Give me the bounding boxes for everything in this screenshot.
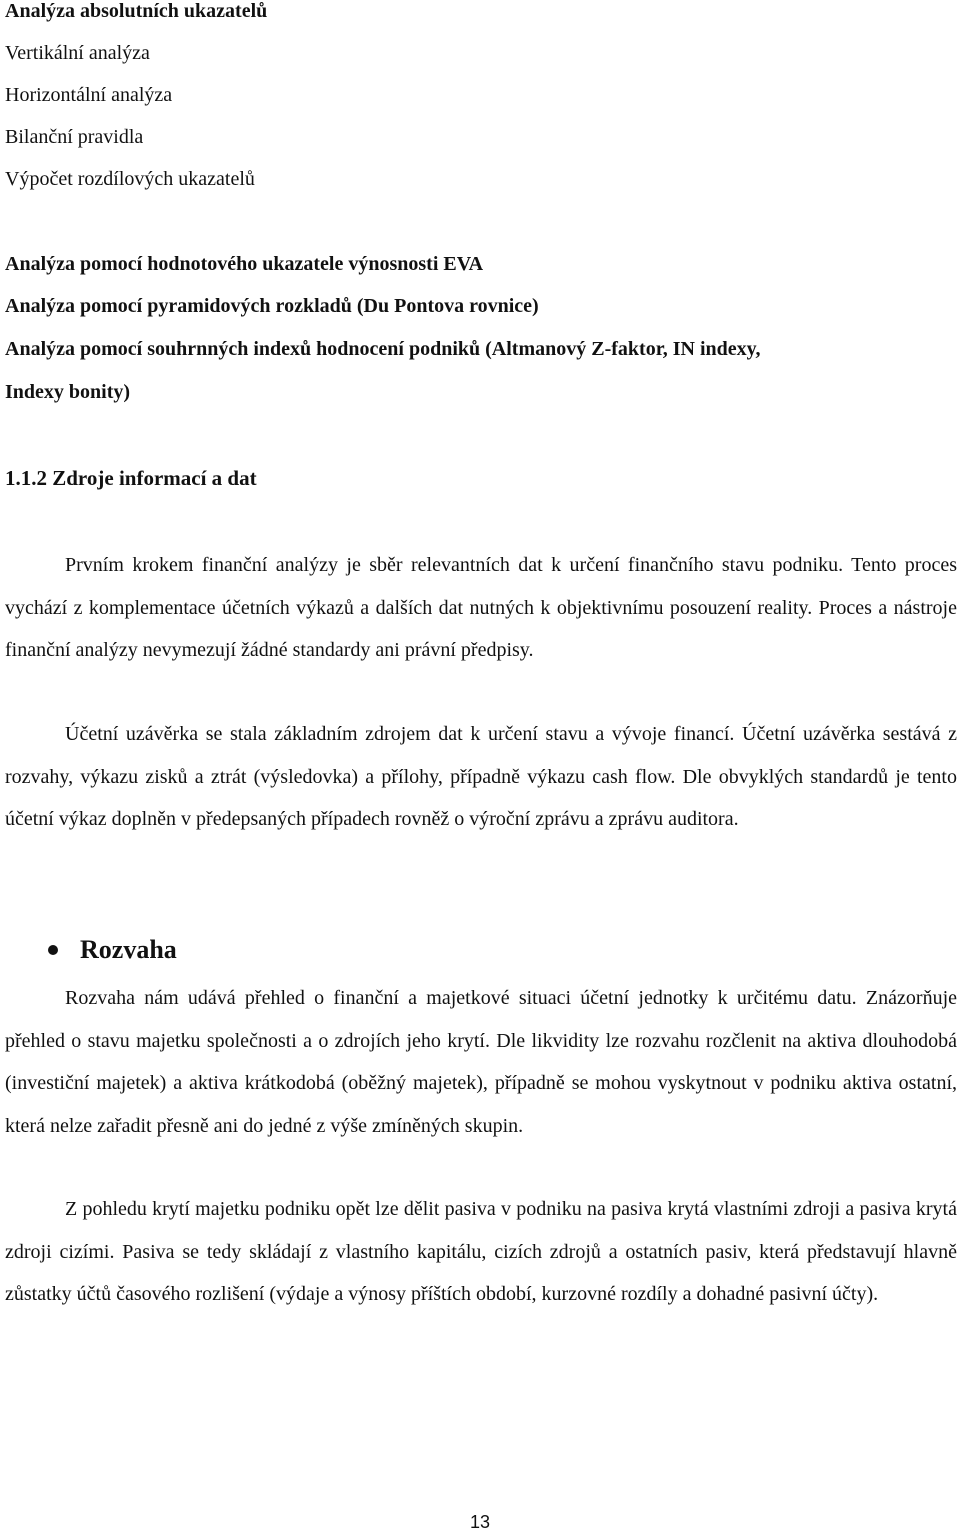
list-item-horizontal-analysis: Horizontální analýza xyxy=(5,84,173,106)
list-item-du-pont: Analýza pomocí pyramidových rozkladů (Du Pontova rovnice) xyxy=(5,295,539,317)
bullet-icon xyxy=(48,945,58,955)
list-item-differential-indicators: Výpočet rozdílových ukazatelů xyxy=(5,168,255,190)
paragraph-financial-statements: Účetní uzávěrka se stala základním zdrojem dat k určení stavu a vývoje financí. Účetní uzávěrka sestává z rozvahy, výkazu zisků a ztrát (výsledovka) a přílohy, případně výkazu cash flow. Dle obvyklých standardů je tento účetní výkaz doplněn v předepsaných případech rovněž o výroční zprávu a zprávu auditora. xyxy=(5,723,957,830)
list-item-absolute-indicators: Analýza absolutních ukazatelů xyxy=(5,0,268,22)
rozvaha-bullet-item xyxy=(48,935,177,965)
list-item-balance-rules: Bilanční pravidla xyxy=(5,126,144,148)
paragraph-data-collection: Prvním krokem finanční analýzy je sběr relevantních dat k určení finančního stavu podniku. Tento proces vychází z komplementace účetních výkazů a dalších dat nutných k objektivnímu posouzení reality. Proces a nástroje finanční analýzy nevymezují žádné standardy ani právní předpisy. xyxy=(5,554,957,661)
list-item-eva: Analýza pomocí hodnotového ukazatele výnosnosti EVA xyxy=(5,253,484,275)
rozvaha-heading: Rozvaha xyxy=(80,935,177,964)
list-item-summary-indexes: Analýza pomocí souhrnných indexů hodnocení podniků (Altmanový Z-faktor, IN indexy, xyxy=(5,338,761,360)
section-heading: 1.1.2 Zdroje informací a dat xyxy=(5,466,257,490)
paragraph-rozvaha-liabilities: Z pohledu krytí majetku podniku opět lze dělit pasiva v podniku na pasiva krytá vlastními zdroji a pasiva krytá zdroji cizími. Pasiva se tedy skládají z vlastního kapitálu, cizích zdrojů a ostatních pasiv, která představují hlavně zůstatky účtů časového rozlišení (výdaje a výnosy příštích období, kurzovné rozdíly a dohadné pasivní účty). xyxy=(5,1198,957,1305)
page-number: 13 xyxy=(469,1512,491,1532)
list-item-vertical-analysis: Vertikální analýza xyxy=(5,42,150,64)
paragraph-rozvaha-overview: Rozvaha nám udává přehled o finanční a majetkové situaci účetní jednotky k určitému datu. Znázorňuje přehled o stavu majetku společnosti a o zdrojích jeho krytí. Dle likvidity lze rozvahu rozčlenit na aktiva dlouhodobá (investiční majetek) a aktiva krátkodobá (oběžný majetek), případně se mohou vyskytnout v podniku aktiva ostatní, která nelze zařadit přesně ani do jedné z výše zmíněných skupin. xyxy=(5,987,957,1137)
list-item-summary-indexes-cont: Indexy bonity) xyxy=(5,381,131,403)
